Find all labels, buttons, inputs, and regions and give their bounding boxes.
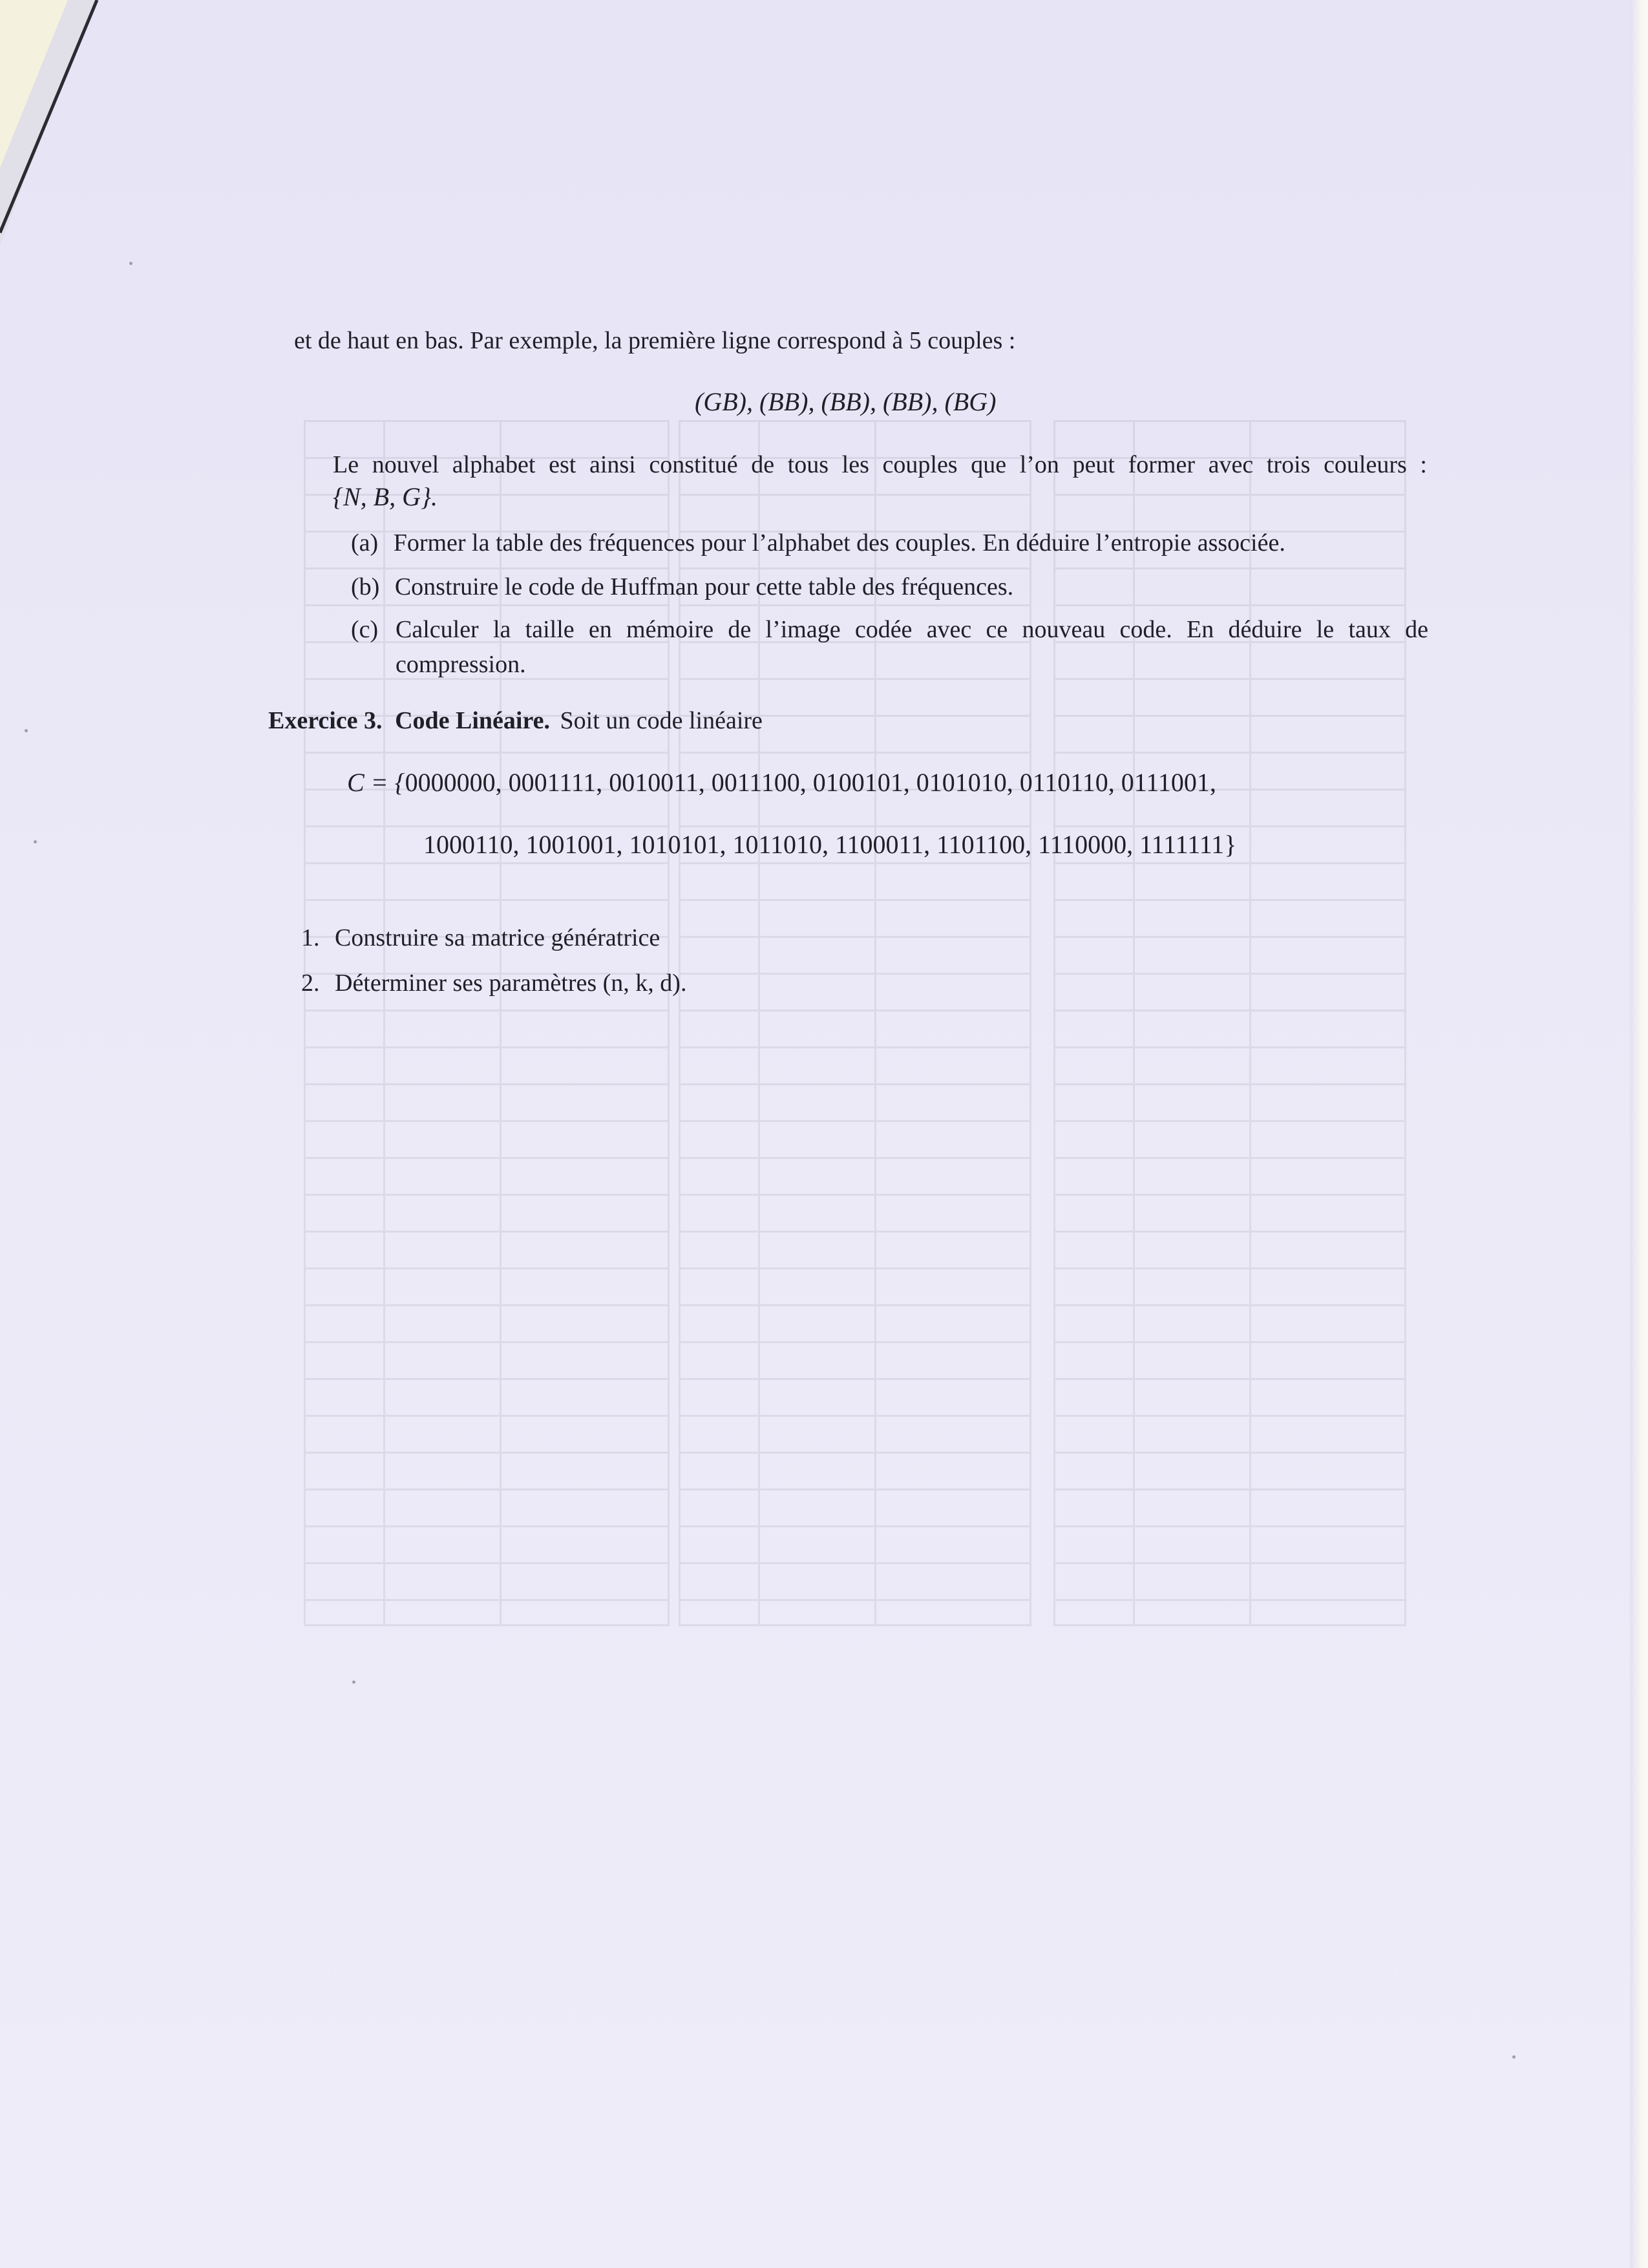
question-c-text: Calculer la taille en mémoire de l’image codée avec ce nouveau code. En déduire le taux de xyxy=(396,616,1428,643)
paper-speck xyxy=(1512,2055,1516,2059)
question-c xyxy=(351,614,378,645)
question-a-label: (a) xyxy=(351,529,379,556)
code-set-line1 xyxy=(347,767,1216,798)
couples-formula: (GB), (BB), (BB), (BB), (BG) xyxy=(695,387,997,416)
task-2-label: 2. xyxy=(301,970,320,997)
code-words-1: 0000000, 0001111, 0010011, 0011100, 0100101, 0101010, 0110110, 0111001, xyxy=(405,768,1216,797)
paper-speck xyxy=(34,840,37,843)
code-set-prefix: C = { xyxy=(347,768,405,797)
paper-speck xyxy=(352,1680,355,1684)
exercise-title: Code Linéaire. xyxy=(395,707,551,734)
question-b xyxy=(351,571,1013,602)
task-1-text: Construire sa matrice génératrice xyxy=(335,924,660,951)
task-1-label: 1. xyxy=(301,924,320,951)
question-b-label: (b) xyxy=(351,573,380,600)
alphabet-set: {N, B, G}. xyxy=(333,482,438,511)
question-c-label: (c) xyxy=(351,616,379,643)
alphabet-line: Le nouvel alphabet est ainsi constitué de tous les couples que l’on peut former avec trois couleurs : xyxy=(333,451,1427,478)
task-1 xyxy=(301,922,660,953)
question-a xyxy=(351,527,1285,558)
exercise-3-heading xyxy=(268,705,763,736)
paper-speck xyxy=(25,729,28,732)
task-2-text: Déterminer ses paramètres (n, k, d). xyxy=(335,970,687,997)
task-2 xyxy=(301,968,686,999)
code-set-line2: 1000110, 1001001, 1010101, 1011010, 1100011, 1101100, 1110000, 1111111} xyxy=(423,830,1237,859)
exercise-intro: Soit un code linéaire xyxy=(560,707,763,734)
paper-speck xyxy=(129,262,132,265)
question-c-text-cont: compression. xyxy=(396,651,526,678)
folded-corner-shadow xyxy=(0,0,123,246)
paper-edge xyxy=(1630,0,1648,2268)
exercise-number: Exercice 3. xyxy=(268,707,383,734)
question-b-text: Construire le code de Huffman pour cette table des fréquences. xyxy=(394,573,1014,600)
question-a-text: Former la table des fréquences pour l’alphabet des couples. En déduire l’entropie associée. xyxy=(393,529,1285,556)
intro-line: et de haut en bas. Par exemple, la première ligne correspond à 5 couples : xyxy=(294,327,1016,354)
